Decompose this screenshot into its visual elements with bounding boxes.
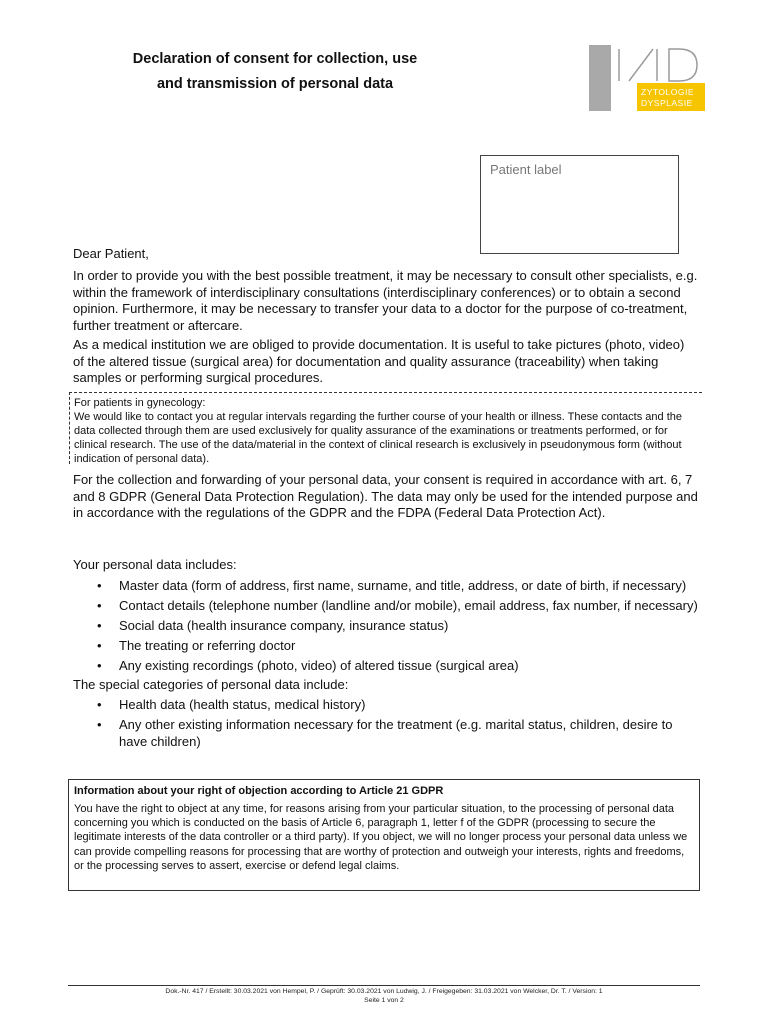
paragraph-gdpr: For the collection and forwarding of your personal data, your consent is required in accordance with art. 6, 7 and 8 GDPR (General Data Protection Regulation). The data may only be used for the intended purpose and in accordance with the regulations of the GDPR and the FDPA (Federal Data Protection Act). (73, 472, 698, 520)
special-categories-list (73, 696, 698, 750)
footer-divider (68, 985, 700, 986)
bullet-icon: • (97, 577, 102, 593)
objection-heading: Information about your right of objection according to Article 21 GDPR (74, 785, 444, 797)
footer (68, 987, 700, 1005)
list-item-text: Health data (health status, medical history) (119, 697, 366, 712)
paragraph-documentation: As a medical institution we are obliged to provide documentation. It is useful to take pictures (photo, video) of the altered tissue (surgical area) for documentation and quality assurance (traceability) when taking samples or performing surgical procedures. (73, 337, 685, 385)
footer-document-info: Dok.-Nr. 417 / Erstellt: 30.03.2021 von Hempel, P. / Geprüft: 30.03.2021 von Ludwig, J. / Freigegeben: 31.03.2021 von Welcker, Dr. T. / Version: 1 (165, 988, 603, 995)
list-item (73, 657, 698, 674)
gynecology-section (69, 392, 702, 464)
list-item (73, 577, 698, 594)
list-item (73, 696, 698, 713)
footer-page-number: Seite 1 von 2 (364, 997, 404, 1004)
objection-text: You have the right to object at any time, for reasons arising from your particular situation, to the processing of personal data concerning you which is conducted on the basis of Article 6, paragraph 1, letter f of the GDPR (processing to secure the legitimate interests of the data controller or a third party). If you object, we will no longer process your personal data unless we can provide compelling reasons for processing that are worthy of protection and outweigh your interests, rights and freedoms, or the processing serves to assert, exercise or defend legal claims. (74, 803, 688, 872)
list-item (73, 716, 698, 750)
gynecology-text: We would like to contact you at regular intervals regarding the further course of your health or illness. These contacts and the data collected through them are used exclusively for quality assurance of the examinations or treatments performed, or for clinical research. The use of the data/material in the context of clinical research is exclusively in pseudonymous form (without indication of personal data). (74, 411, 682, 465)
list-item (73, 637, 698, 654)
list-item-text: Social data (health insurance company, insurance status) (119, 617, 449, 633)
title-line-2: and transmission of personal data (156, 76, 394, 92)
paragraph-treatment: In order to provide you with the best possible treatment, it may be necessary to consult other specialists, e.g. within the framework of interdisciplinary consultations (interdisciplinary conferences) or to obtain a second opinion. Furthermore, it may be necessary to transfer your data to a doctor for the purpose of co-treatment, further treatment or aftercare. (73, 268, 698, 333)
objection-box (68, 779, 700, 891)
list-item-text: Contact details (telephone number (landline and/or mobile), email address, fax number, if necessary) (119, 597, 698, 613)
bullet-icon: • (97, 617, 102, 633)
institute-logo (589, 45, 705, 111)
patient-label-box (480, 155, 679, 254)
list-item-text: Any other existing information necessary for the treatment (e.g. marital status, children, desire to have children) (119, 717, 673, 749)
logo-institut-text: INSTITUT (611, 53, 622, 103)
title-line-1: Declaration of consent for collection, use (132, 51, 418, 67)
document-title (110, 47, 440, 97)
list-item-text: Master data (form of address, first name, surname, and title, address, or date of birth, if necessary) (119, 577, 687, 593)
includes-list (73, 577, 698, 674)
bullet-icon: • (97, 697, 102, 712)
list-item (73, 597, 698, 614)
bullet-icon: • (97, 717, 102, 732)
logo-mark-icon (613, 47, 703, 83)
greeting: Dear Patient, (73, 246, 149, 261)
logo-institut-bar (589, 45, 622, 111)
bullet-icon: • (97, 657, 102, 673)
special-categories-heading: The special categories of personal data include: (73, 676, 349, 692)
gynecology-heading: For patients in gynecology: (74, 397, 206, 409)
patient-label-text: Patient label (490, 162, 562, 177)
logo-zytologie-text: ZYTOLOGIE (641, 87, 694, 97)
bullet-icon: • (97, 637, 102, 653)
logo-dysplasie-text: DYSPLASIE (641, 98, 693, 108)
personal-data-section (73, 557, 698, 753)
list-item-text: The treating or referring doctor (119, 637, 296, 653)
list-item (73, 617, 698, 634)
bullet-icon: • (97, 597, 102, 613)
includes-heading: Your personal data includes: (73, 557, 237, 572)
list-item-text: Any existing recordings (photo, video) of altered tissue (surgical area) (119, 657, 519, 673)
